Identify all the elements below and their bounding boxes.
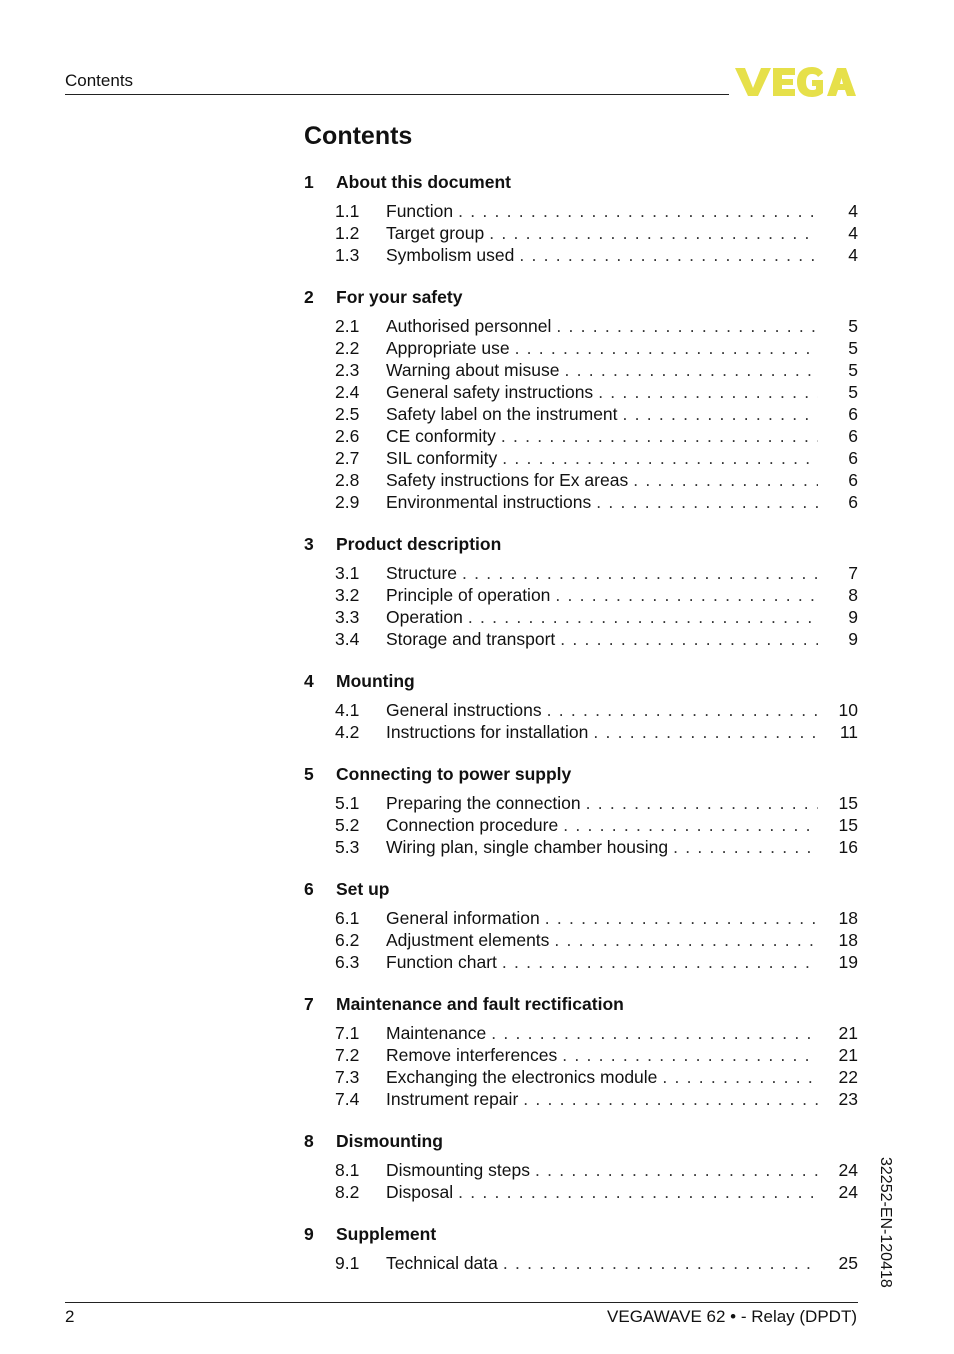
toc-section: [304, 1223, 858, 1274]
toc-section-title: Connecting to power supply: [336, 764, 572, 784]
toc-entry-title: Instructions for installation: [386, 722, 589, 742]
toc-entry[interactable]: [304, 381, 858, 403]
toc-entry-page: 22: [838, 1067, 858, 1087]
toc-entry-number: 2.3: [335, 360, 360, 380]
header-label: Contents: [65, 71, 134, 90]
toc-entry-title: Preparing the connection: [386, 793, 581, 813]
toc-section-heading[interactable]: [304, 993, 858, 1015]
toc-entry[interactable]: [304, 836, 858, 858]
toc-entry-page: 18: [838, 908, 858, 928]
toc-entry[interactable]: [304, 1044, 858, 1066]
toc-section-title: Supplement: [336, 1224, 437, 1244]
toc-entry-title: Disposal: [386, 1182, 454, 1202]
toc-entry-page: 5: [848, 360, 858, 380]
toc-entry[interactable]: [304, 814, 858, 836]
toc-entry-page: 18: [838, 930, 858, 950]
toc-dot-leader: [633, 469, 818, 491]
toc-entry-title: General safety instructions: [386, 382, 594, 402]
toc-section: [304, 670, 858, 743]
toc-entry-number: 7.3: [335, 1067, 360, 1087]
toc-entry-title: Environmental instructions: [386, 492, 592, 512]
toc-entry[interactable]: [304, 929, 858, 951]
toc-entry-title: Appropriate use: [386, 338, 510, 358]
toc-entry[interactable]: [304, 1022, 858, 1044]
toc-entry-page: 9: [848, 629, 858, 649]
toc-section-number: 3: [304, 534, 314, 554]
toc-entry[interactable]: [304, 1252, 858, 1274]
toc-section: [304, 171, 858, 266]
toc-entry[interactable]: [304, 403, 858, 425]
page-title: Contents: [304, 122, 413, 150]
toc-entry-title: Authorised personnel: [386, 316, 552, 336]
toc-entry[interactable]: [304, 792, 858, 814]
toc-entry-number: 2.5: [335, 404, 360, 424]
toc-entry-page: 16: [838, 837, 858, 857]
toc-section: [304, 1130, 858, 1203]
toc-dot-leader: [458, 200, 818, 222]
toc-dot-leader: [502, 951, 818, 973]
toc-entry[interactable]: [304, 606, 858, 628]
toc-entry[interactable]: [304, 1088, 858, 1110]
toc-section-heading[interactable]: [304, 1223, 858, 1245]
toc-entry-page: 15: [838, 793, 858, 813]
toc-dot-leader: [547, 699, 818, 721]
toc-entry-page: 8: [848, 585, 858, 605]
footer-rule: [65, 1302, 858, 1303]
toc-dot-leader: [545, 907, 818, 929]
toc-entry-number: 2.7: [335, 448, 360, 468]
toc-entry-number: 3.2: [335, 585, 360, 605]
toc-dot-leader: [503, 1252, 818, 1274]
toc-entry-title: Function chart: [386, 952, 497, 972]
toc-dot-leader: [519, 244, 818, 266]
toc-entry-title: Connection procedure: [386, 815, 559, 835]
toc-section-heading[interactable]: [304, 878, 858, 900]
toc-section-heading[interactable]: [304, 533, 858, 555]
toc-dot-leader: [586, 792, 818, 814]
toc-entry-page: 24: [838, 1182, 858, 1202]
toc-entry[interactable]: [304, 951, 858, 973]
toc-entry-page: 10: [838, 700, 858, 720]
document-id: 32252-EN-120418: [877, 1157, 894, 1288]
toc-entry-page: 7: [848, 563, 858, 583]
toc-section-number: 4: [304, 671, 314, 691]
toc-entry-page: 5: [848, 316, 858, 336]
toc-section-number: 9: [304, 1224, 314, 1244]
toc-dot-leader: [515, 337, 818, 359]
toc-entry-title: Technical data: [386, 1253, 498, 1273]
toc-entry[interactable]: [304, 244, 858, 266]
toc-entry[interactable]: [304, 425, 858, 447]
toc-section: [304, 878, 858, 973]
toc-entry-page: 19: [838, 952, 858, 972]
toc-entry-page: 21: [838, 1045, 858, 1065]
toc-dot-leader: [562, 1044, 818, 1066]
table-of-contents: [304, 171, 858, 1294]
toc-section-title: Mounting: [336, 671, 415, 691]
toc-entry-number: 8.1: [335, 1160, 360, 1180]
toc-entry-title: Storage and transport: [386, 629, 556, 649]
toc-entry[interactable]: [304, 359, 858, 381]
toc-entry-page: 4: [848, 201, 858, 221]
toc-dot-leader: [502, 447, 818, 469]
toc-entry-page: 6: [848, 426, 858, 446]
toc-entry-number: 9.1: [335, 1253, 360, 1273]
toc-entry-page: 4: [848, 223, 858, 243]
toc-dot-leader: [489, 222, 818, 244]
toc-entry-number: 1.3: [335, 245, 360, 265]
toc-dot-leader: [556, 315, 818, 337]
toc-dot-leader: [598, 381, 818, 403]
toc-entry-number: 3.4: [335, 629, 360, 649]
toc-section-number: 8: [304, 1131, 314, 1151]
toc-entry-title: Maintenance: [386, 1023, 487, 1043]
toc-entry-number: 5.2: [335, 815, 360, 835]
toc-entry[interactable]: [304, 699, 858, 721]
toc-dot-leader: [468, 606, 818, 628]
toc-entry-number: 7.4: [335, 1089, 360, 1109]
toc-dot-leader: [501, 425, 818, 447]
toc-entry-number: 6.1: [335, 908, 360, 928]
toc-entry-page: 11: [839, 722, 858, 742]
toc-dot-leader: [673, 836, 818, 858]
toc-entry-title: Dismounting steps: [386, 1160, 530, 1180]
toc-entry-title: Operation: [386, 607, 463, 627]
toc-entry[interactable]: [304, 1159, 858, 1181]
toc-dot-leader: [564, 359, 818, 381]
toc-dot-leader: [563, 814, 818, 836]
toc-entry-page: 6: [848, 404, 858, 424]
toc-entry-title: General information: [386, 908, 540, 928]
toc-section-title: For your safety: [336, 287, 463, 307]
toc-entry[interactable]: [304, 628, 858, 650]
toc-entry-number: 8.2: [335, 1182, 360, 1202]
toc-entry-title: Principle of operation: [386, 585, 551, 605]
toc-dot-leader: [554, 929, 818, 951]
toc-entry-page: 25: [838, 1253, 858, 1273]
toc-entry[interactable]: [304, 721, 858, 743]
toc-entry[interactable]: [304, 200, 858, 222]
toc-dot-leader: [560, 628, 818, 650]
toc-section-title: Set up: [336, 879, 390, 899]
toc-dot-leader: [458, 1181, 818, 1203]
toc-entry-title: General instructions: [386, 700, 542, 720]
toc-entry-number: 7.1: [335, 1023, 360, 1043]
toc-entry-page: 6: [848, 448, 858, 468]
toc-entry-page: 6: [848, 492, 858, 512]
toc-section-title: Product description: [336, 534, 502, 554]
toc-entry-number: 2.1: [335, 316, 360, 336]
toc-entry[interactable]: [304, 447, 858, 469]
toc-section-number: 6: [304, 879, 314, 899]
toc-entry-number: 3.1: [335, 563, 360, 583]
toc-entry-title: Wiring plan, single chamber housing: [386, 837, 669, 857]
toc-entry-number: 7.2: [335, 1045, 360, 1065]
toc-entry-title: SIL conformity: [386, 448, 498, 468]
toc-entry-number: 5.1: [335, 793, 360, 813]
toc-entry-title: Function: [386, 201, 454, 221]
toc-dot-leader: [535, 1159, 818, 1181]
toc-section-number: 7: [304, 994, 314, 1014]
vega-logo-mark: [733, 62, 857, 100]
toc-section: [304, 533, 858, 650]
toc-entry-number: 4.2: [335, 722, 360, 742]
toc-entry-title: Adjustment elements: [386, 930, 550, 950]
toc-entry-page: 21: [838, 1023, 858, 1043]
toc-entry[interactable]: [304, 1066, 858, 1088]
toc-section-heading[interactable]: [304, 171, 858, 193]
toc-dot-leader: [662, 1066, 818, 1088]
toc-entry-title: Safety label on the instrument: [386, 404, 618, 424]
toc-entry-title: Target group: [386, 223, 485, 243]
toc-section-title: About this document: [336, 172, 511, 192]
toc-entry[interactable]: [304, 1181, 858, 1203]
toc-section-title: Dismounting: [336, 1131, 443, 1151]
toc-section: [304, 286, 858, 513]
toc-dot-leader: [555, 584, 818, 606]
toc-dot-leader: [596, 491, 818, 513]
toc-section-title: Maintenance and fault rectification: [336, 994, 624, 1014]
footer-page-number: 2: [65, 1307, 75, 1326]
toc-entry-title: Warning about misuse: [386, 360, 560, 380]
header-rule: [65, 94, 729, 95]
toc-entry-title: Remove interferences: [386, 1045, 558, 1065]
toc-dot-leader: [491, 1022, 818, 1044]
toc-entry-title: Structure: [386, 563, 457, 583]
toc-entry-page: 23: [838, 1089, 858, 1109]
toc-entry-number: 1.2: [335, 223, 360, 243]
toc-entry-page: 5: [848, 382, 858, 402]
toc-entry-number: 6.2: [335, 930, 360, 950]
toc-section-heading[interactable]: [304, 763, 858, 785]
toc-entry-page: 4: [848, 245, 858, 265]
toc-section: [304, 993, 858, 1110]
toc-entry[interactable]: [304, 907, 858, 929]
toc-entry[interactable]: [304, 222, 858, 244]
toc-entry-page: 15: [838, 815, 858, 835]
toc-entry-title: Safety instructions for Ex areas: [386, 470, 629, 490]
toc-section-number: 1: [304, 172, 314, 192]
toc-section-heading[interactable]: [304, 286, 858, 308]
toc-entry-number: 2.9: [335, 492, 360, 512]
toc-entry-page: 5: [848, 338, 858, 358]
footer-product-name: VEGAWAVE 62 • - Relay (DPDT): [607, 1307, 857, 1326]
toc-entry-title: Instrument repair: [386, 1089, 519, 1109]
toc-entry[interactable]: [304, 315, 858, 337]
toc-section-heading[interactable]: [304, 670, 858, 692]
vega-logo: [733, 62, 857, 100]
toc-entry-number: 3.3: [335, 607, 360, 627]
toc-section: [304, 763, 858, 858]
toc-entry-number: 1.1: [335, 201, 360, 221]
toc-dot-leader: [523, 1088, 818, 1110]
toc-entry-number: 5.3: [335, 837, 360, 857]
toc-entry-number: 2.6: [335, 426, 360, 446]
toc-entry-number: 2.4: [335, 382, 360, 402]
toc-entry-page: 9: [848, 607, 858, 627]
toc-entry[interactable]: [304, 584, 858, 606]
toc-entry[interactable]: [304, 469, 858, 491]
toc-entry-page: 6: [848, 470, 858, 490]
toc-section-heading[interactable]: [304, 1130, 858, 1152]
toc-dot-leader: [623, 403, 818, 425]
toc-entry-number: 6.3: [335, 952, 360, 972]
toc-entry-number: 2.2: [335, 338, 360, 358]
toc-entry-title: Exchanging the electronics module: [386, 1067, 658, 1087]
toc-entry-number: 4.1: [335, 700, 360, 720]
toc-entry-number: 2.8: [335, 470, 360, 490]
toc-dot-leader: [462, 562, 818, 584]
toc-dot-leader: [593, 721, 818, 743]
toc-entry-title: CE conformity: [386, 426, 496, 446]
toc-entry[interactable]: [304, 562, 858, 584]
toc-entry[interactable]: [304, 337, 858, 359]
toc-entry-title: Symbolism used: [386, 245, 515, 265]
toc-section-number: 2: [304, 287, 314, 307]
toc-entry-page: 24: [838, 1160, 858, 1180]
toc-section-number: 5: [304, 764, 314, 784]
toc-entry[interactable]: [304, 491, 858, 513]
